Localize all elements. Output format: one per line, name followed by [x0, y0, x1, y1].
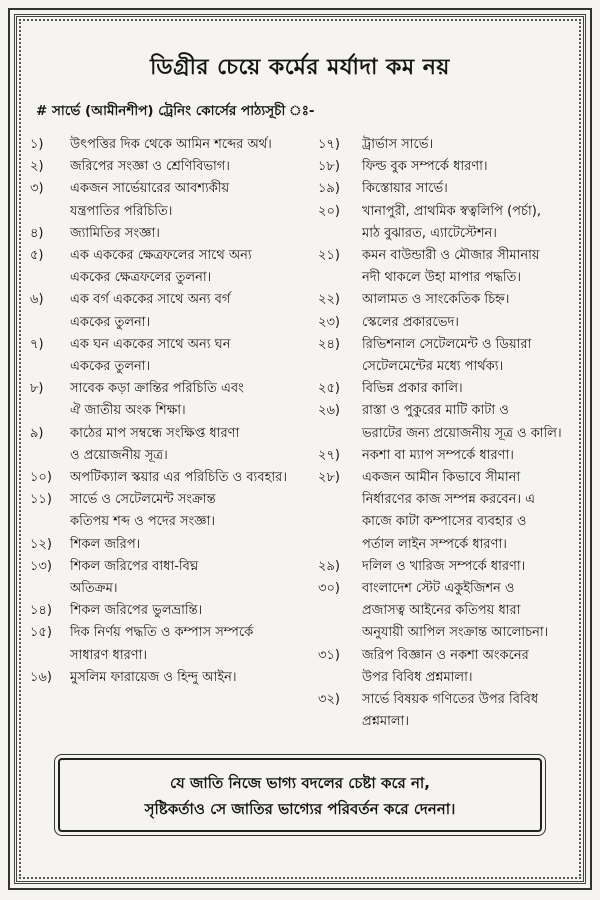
syllabus-item-text — [362, 400, 570, 444]
syllabus-item-number: ৩১) — [318, 647, 340, 663]
syllabus-item — [30, 489, 312, 533]
syllabus-item-line: এককের তুলনা। — [70, 359, 151, 375]
syllabus-item — [318, 467, 570, 556]
syllabus-item-line: অপটিক্যাল স্কয়ার এর পরিচিতি ও ব্যবহার। — [70, 470, 287, 486]
syllabus-item-number: ২১) — [318, 248, 340, 264]
syllabus-item-number: ৮) — [30, 381, 44, 397]
quote-line-1: যে জাতি নিজে ভাগ্য বদলের চেষ্টা করে না, — [170, 774, 430, 792]
syllabus-item-line: প্রশ্নমালা। — [362, 714, 409, 730]
syllabus-item — [318, 578, 570, 645]
syllabus-item — [318, 289, 570, 311]
syllabus-item-text — [362, 289, 570, 311]
syllabus-item-number: ৩) — [30, 181, 44, 197]
syllabus-item-line: সার্ভে ও সেটেলমেন্ট সংক্রান্ত — [70, 492, 216, 508]
syllabus-item — [318, 178, 570, 200]
syllabus-item-line: দিক নির্ণয় পদ্ধতি ও কম্পাস সম্পর্কে — [70, 625, 254, 641]
syllabus-item-text — [362, 134, 570, 156]
syllabus-item-line: মাঠ বুঝারত, এ্যাটেস্টেশন। — [362, 225, 497, 241]
syllabus-item-text — [70, 378, 312, 422]
syllabus-item-number: ৩০) — [318, 581, 340, 597]
syllabus-item-text — [70, 223, 312, 245]
syllabus-item-line: একজন সার্ভেয়ারের আবশ্যকীয় — [70, 181, 230, 197]
syllabus-item-number: ১৭) — [318, 137, 340, 152]
syllabus-item-line: মুসলিম ফারায়েজ ও হিন্দু আইন। — [70, 669, 237, 685]
syllabus-item-line: অতিক্রম। — [70, 581, 118, 597]
quote-box — [58, 758, 542, 832]
syllabus-item — [30, 134, 312, 156]
syllabus-item-line: জরিপ বিজ্ঞান ও নকশা অংকনের — [362, 647, 529, 663]
syllabus-item-number: ২) — [30, 159, 44, 175]
syllabus-item-text — [70, 622, 312, 666]
syllabus-item — [318, 156, 570, 178]
syllabus-item — [30, 667, 312, 689]
syllabus-item-line: যন্ত্রপাতির পরিচিতি। — [70, 203, 173, 219]
syllabus-item — [318, 689, 570, 733]
syllabus-item-line: কাঠের মাপ সম্বন্ধে সংক্ষিপ্ত ধারণা — [70, 425, 240, 441]
syllabus-item-line: সেটেলমেন্টের মধ্যে পার্থক্য। — [362, 359, 504, 375]
syllabus-item-number: ১৫) — [30, 625, 52, 641]
syllabus-item-text — [362, 467, 570, 556]
syllabus-item-number: ৫) — [30, 248, 44, 264]
syllabus-item-text — [70, 334, 312, 378]
syllabus-item-number: ১২) — [30, 536, 52, 552]
syllabus-item — [30, 245, 312, 289]
syllabus-item — [30, 534, 312, 556]
syllabus-item-line: শিকল জরিপের ভুলভ্রান্তি। — [70, 603, 203, 619]
syllabus-item-number: ৩২) — [318, 692, 340, 708]
syllabus-item-line: ট্রার্ভাস সার্ভে। — [362, 137, 434, 152]
syllabus-item-text — [70, 489, 312, 533]
syllabus-item-line: ভরাটের জন্য প্রয়োজনীয় সূত্র ও কালি। — [362, 425, 562, 441]
syllabus-item-number: ১৮) — [318, 159, 340, 175]
syllabus-item — [30, 334, 312, 378]
syllabus-item-line: এককের ক্ষেত্রফলের তুলনা। — [70, 270, 212, 286]
syllabus-item-number: ৭) — [30, 336, 44, 352]
syllabus-item-number: ২৪) — [318, 336, 340, 352]
syllabus-item-number: ১৪) — [30, 603, 52, 619]
syllabus-item-text — [362, 201, 570, 245]
syllabus-item-line: জরিপের সংজ্ঞা ও শ্রেণিবিভাগ। — [70, 159, 230, 175]
syllabus-item-number: ১০) — [30, 470, 52, 486]
syllabus-item-text — [70, 134, 312, 156]
syllabus-item — [30, 223, 312, 245]
syllabus-item — [318, 378, 570, 400]
syllabus-item-text — [70, 556, 312, 600]
syllabus-item-line: এক বর্গ এককের সাথে অন্য বর্গ — [70, 292, 231, 308]
syllabus-item-number: ১৯) — [318, 181, 340, 197]
syllabus-item — [30, 178, 312, 222]
syllabus-item-line: রিভিশনাল সেটেলমেন্ট ও ডিয়ারা — [362, 336, 532, 352]
syllabus-item-number: ১৬) — [30, 669, 52, 685]
syllabus-item-line: উৎপত্তির দিক থেকে আমিন শব্দের অর্থ। — [70, 137, 272, 152]
syllabus-item-text — [362, 689, 570, 733]
syllabus-item — [318, 645, 570, 689]
syllabus-item-text — [362, 378, 570, 400]
syllabus-item-number: ২৭) — [318, 447, 340, 463]
syllabus-item-number: ৯) — [30, 425, 44, 441]
syllabus-item-line: নদী থাকলে উহা মাপার পদ্ধতি। — [362, 270, 521, 286]
syllabus-item-line: পর্তাল লাইন সম্পর্কে ধারণা। — [362, 536, 507, 552]
syllabus-item-line: প্রজাসত্ব আইনের কতিপয় ধারা — [362, 603, 521, 619]
page-content — [30, 30, 570, 870]
syllabus-item-text — [362, 445, 570, 467]
syllabus-item-line: একজন আমীন কিভাবে সীমানা — [362, 470, 521, 486]
syllabus-item-line: শিকল জরিপ। — [70, 536, 141, 552]
syllabus-item-line: নির্ধারণের কাজ সম্পন্ন করবেন। এ — [362, 492, 536, 508]
syllabus-item-line: জ্যামিতির সংজ্ঞা। — [70, 225, 160, 241]
syllabus-item-text — [70, 534, 312, 556]
syllabus-item-text — [362, 178, 570, 200]
syllabus-item-number: ১১) — [30, 492, 52, 508]
syllabus-item-line: ঐ জাতীয় অংক শিক্ষা। — [70, 403, 186, 419]
syllabus-item-number: ২২) — [318, 292, 340, 308]
syllabus-item — [30, 467, 312, 489]
syllabus-item — [318, 556, 570, 578]
syllabus-item-number: ২৫) — [318, 381, 340, 397]
syllabus-subtitle: # সার্ভে (আমীনশীপ) ট্রেনিং কোর্সের পাঠ্যসূচী ঃ- — [36, 103, 315, 119]
syllabus-item — [30, 378, 312, 422]
syllabus-list-left — [30, 134, 312, 689]
syllabus-item-line: উপর বিবিধ প্রশ্নমালা। — [362, 669, 473, 685]
syllabus-item-line: কাজে কাটা কম্পাসের ব্যবহার ও — [362, 514, 527, 530]
syllabus-item-line: বাংলাদেশ স্টেট একুইজিশন ও — [362, 581, 515, 597]
syllabus-item — [30, 156, 312, 178]
syllabus-item — [30, 556, 312, 600]
syllabus-item-line: এক এককের ক্ষেত্রফলের সাথে অন্য — [70, 248, 252, 264]
syllabus-item-text — [362, 556, 570, 578]
syllabus-item-line: এককের তুলনা। — [70, 314, 151, 330]
syllabus-item-line: দলিল ও খারিজ সম্পর্কে ধারণা। — [362, 558, 526, 574]
syllabus-item-line: কমন বাউন্ডারী ও মৌজার সীমানায় — [362, 248, 540, 264]
syllabus-item-text — [362, 334, 570, 378]
syllabus-item-line: এক ঘন এককের সাথে অন্য ঘন — [70, 336, 231, 352]
syllabus-item-number: ৪) — [30, 225, 44, 241]
syllabus-item-text — [362, 312, 570, 334]
syllabus-list-right — [318, 134, 570, 733]
syllabus-item — [318, 400, 570, 444]
syllabus-item — [318, 245, 570, 289]
syllabus-item-text — [362, 578, 570, 645]
syllabus-item-line: কিস্তোয়ার সার্ভে। — [362, 181, 448, 197]
syllabus-item-number: ১৩) — [30, 558, 52, 574]
syllabus-item-line: ও প্রয়োজনীয় সূত্র। — [70, 447, 168, 463]
syllabus-item-line: শিকল জরিপের বাধা-বিঘ্ন — [70, 558, 199, 574]
syllabus-item-text — [362, 156, 570, 178]
syllabus-item-number: ২৩) — [318, 314, 340, 330]
syllabus-item-line: রাস্তা ও পুকুরের মাটি কাটা ও — [362, 403, 509, 419]
syllabus-item-text — [70, 600, 312, 622]
syllabus-item-number: ২৯) — [318, 558, 340, 574]
syllabus-item-line: ফিল্ড বুক সম্পর্কে ধারণা। — [362, 159, 488, 175]
syllabus-item-line: আলামত ও সাংকেতিক চিহ্ন। — [362, 292, 510, 308]
syllabus-item-number: ২৬) — [318, 403, 340, 419]
syllabus-item — [30, 289, 312, 333]
syllabus-item-text — [70, 467, 312, 489]
syllabus-item-number: ২০) — [318, 203, 340, 219]
syllabus-item — [318, 134, 570, 156]
syllabus-item-line: সার্ভে বিষয়ক গণিতের উপর বিবিধ — [362, 692, 539, 708]
syllabus-item-line: কতিপয় শব্দ ও পদের সংজ্ঞা। — [70, 514, 216, 530]
syllabus-item — [318, 334, 570, 378]
syllabus-item-text — [70, 178, 312, 222]
syllabus-item — [318, 445, 570, 467]
syllabus-item-number: ২৮) — [318, 470, 340, 486]
syllabus-item-text — [70, 289, 312, 333]
syllabus-item-text — [362, 245, 570, 289]
syllabus-item-line: অনুযায়ী আপিল সংক্রান্ত আলোচনা। — [362, 625, 549, 641]
syllabus-item — [30, 600, 312, 622]
syllabus-item-text — [70, 156, 312, 178]
syllabus-item-text — [362, 645, 570, 689]
syllabus-item-text — [70, 245, 312, 289]
syllabus-item-text — [70, 423, 312, 467]
syllabus-item-number: ৬) — [30, 292, 44, 308]
syllabus-item-line: সাধারণ ধারণা। — [70, 647, 148, 663]
page-title: ডিগ্রীর চেয়ে কর্মের মর্যাদা কম নয় — [150, 55, 450, 80]
syllabus-item-line: খানাপুরী, প্রাথমিক স্বত্বলিপি (পর্চা), — [362, 203, 541, 219]
syllabus-item-line: বিভিন্ন প্রকার কালি। — [362, 381, 463, 397]
syllabus-item — [30, 423, 312, 467]
syllabus-item-line: নকশা বা ম্যাপ সম্পর্কে ধারণা। — [362, 447, 514, 463]
syllabus-item-line: স্কেলের প্রকারভেদ। — [362, 314, 459, 330]
syllabus-item — [318, 312, 570, 334]
syllabus-item-number: ১) — [30, 137, 44, 152]
syllabus-item — [318, 201, 570, 245]
syllabus-item — [30, 622, 312, 666]
syllabus-item-line: সাবেক কড়া ক্রান্তির পরিচিতি এবং — [70, 381, 244, 397]
syllabus-item-text — [70, 667, 312, 689]
quote-line-2: সৃষ্টিকর্তাও সে জাতির ভাগ্যের পরিবর্তন করে দেননা। — [144, 800, 456, 818]
